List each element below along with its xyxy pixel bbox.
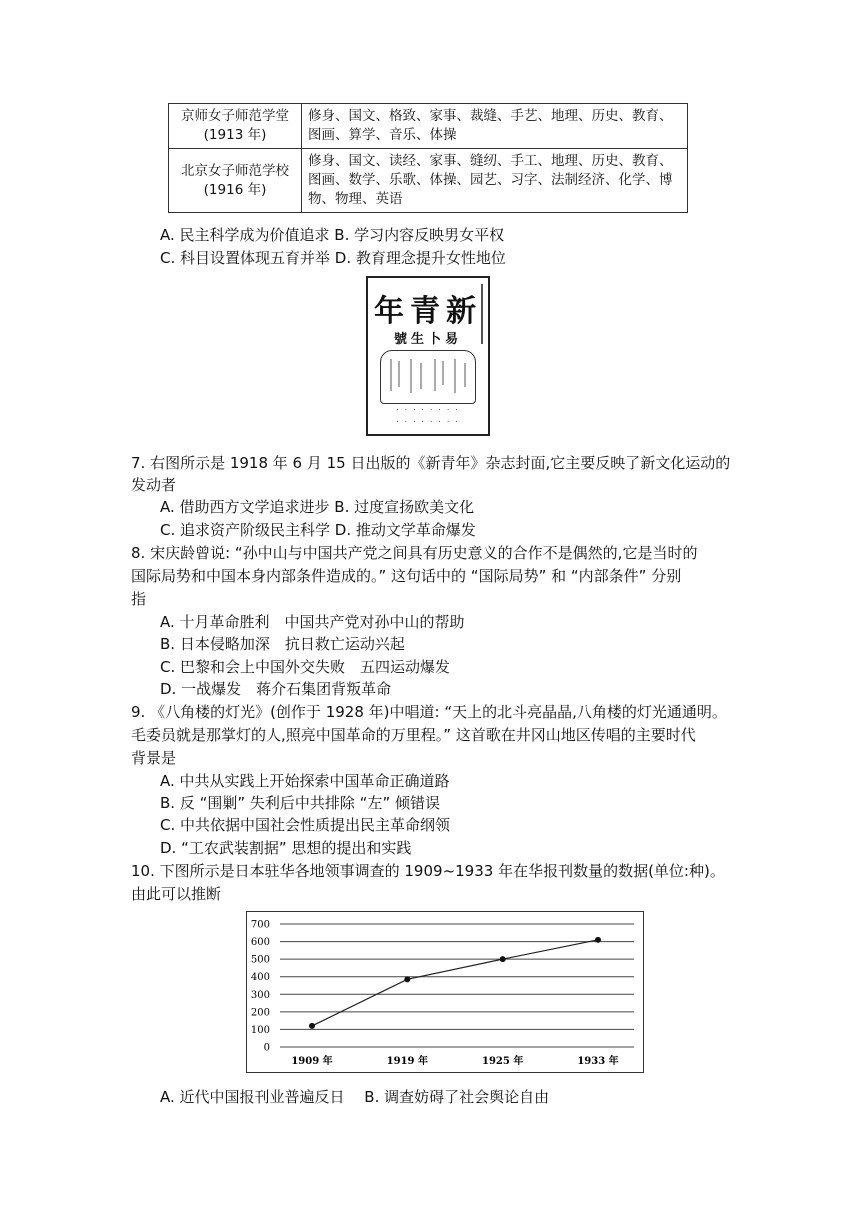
cover-footer-line1: · · · · · · · ·: [396, 406, 460, 414]
data-point: [404, 976, 410, 982]
school-year: (1916 年): [203, 181, 267, 198]
x-tick-label: 1919 年: [386, 1056, 428, 1067]
cover-subtitle: 號生卜易: [393, 332, 462, 347]
chart-frame: [247, 912, 644, 1073]
q8-stem-line1: 8. 宋庆龄曾说: “孙中山与中国共产党之间具有历史意义的合作不是偶然的,它是当时的: [131, 544, 698, 562]
data-point: [309, 1023, 315, 1029]
school-cell: [169, 104, 302, 149]
newspaper-count-chart: [246, 911, 644, 1073]
cover-footer-line2: · · · · · · · ·: [396, 418, 460, 426]
q9-option-c: C. 中共依据中国社会性质提出民主革命纲领: [160, 816, 451, 834]
q10-options-ab: A. 近代中国报刊业普遍反日 B. 调查妨碍了社会舆论自由: [160, 1088, 550, 1106]
q9-stem-line2: 毛委员就是那掌灯的人,照亮中国革命的万里程。” 这首歌在井冈山地区传唱的主要时代: [131, 726, 696, 744]
q8-stem-line3: 指: [131, 590, 147, 608]
magazine-cover-image: [366, 276, 490, 436]
school-year: (1913 年): [203, 127, 267, 143]
y-tick-label: 300: [250, 989, 270, 1001]
y-tick-label: 200: [250, 1007, 270, 1019]
q7-stem-line2: 发动者: [131, 476, 177, 494]
x-tick-label: 1909 年: [291, 1056, 333, 1067]
q8-option-d: D. 一战爆发 蒋介石集团背叛革命: [160, 680, 392, 698]
y-tick-label: 600: [250, 937, 270, 949]
q9-option-b: B. 反 “围剿” 失利后中共排除 “左” 倾错误: [160, 794, 440, 812]
data-point: [595, 937, 601, 943]
cover-contents-lines: [381, 351, 477, 399]
y-tick-label: 700: [250, 919, 270, 931]
y-tick-label: 100: [250, 1024, 270, 1036]
data-point: [500, 956, 506, 962]
school-cell: [169, 149, 302, 213]
school-name: 北京女子师范学校: [181, 162, 289, 179]
q10-stem-line2: 由此可以推断: [131, 885, 222, 903]
y-tick-label: 400: [250, 972, 270, 984]
q7-stem-line1: 7. 右图所示是 1918 年 6 月 15 日出版的《新青年》杂志封面,它主要反映了新文化运动的: [131, 454, 731, 472]
q6-options-cd: C. 科目设置体现五育并举 D. 教育理念提升女性地位: [160, 249, 506, 267]
y-tick-label: 0: [263, 1042, 270, 1054]
x-tick-label: 1925 年: [482, 1056, 524, 1067]
cover-title: 年青新: [374, 294, 482, 329]
q9-option-d: D. “工农武装割据” 思想的提出和实践: [160, 839, 412, 857]
q8-stem-line2: 国际局势和中国本身内部条件造成的。” 这句话中的 “国际局势” 和 “内部条件” 分别: [131, 567, 682, 585]
q9-stem-line3: 背景是: [131, 749, 177, 767]
subjects-cell: 修身、国文、格致、家事、裁缝、手艺、地理、历史、教育、图画、算学、音乐、体操: [302, 104, 688, 149]
table-row: [169, 149, 688, 213]
q9-option-a: A. 中共从实践上开始探索中国革命正确道路: [160, 772, 450, 790]
subjects-cell: 修身、国文、读经、家事、缝纫、手工、地理、历史、教育、图画、数学、乐歌、体操、园艺、习字、法制经济、化学、博物、物理、英语: [302, 149, 688, 213]
q9-stem-line1: 9. 《八角楼的灯光》(创作于 1928 年)中唱道: “天上的北斗亮晶晶,八角楼的灯光通通明。: [131, 703, 727, 721]
table-row: [169, 104, 688, 149]
school-name: 京师女子师范学堂: [181, 108, 289, 124]
y-tick-label: 500: [250, 954, 270, 966]
q7-options-ab: A. 借助西方文学追求进步 B. 过度宣扬欧美文化: [160, 498, 475, 516]
q8-option-b: B. 日本侵略加深 抗日救亡运动兴起: [160, 635, 405, 653]
cover-contents-frame: [380, 350, 476, 404]
curriculum-table: [168, 103, 688, 213]
q7-options-cd: C. 追求资产阶级民主科学 D. 推动文学革命爆发: [160, 521, 476, 539]
q8-option-c: C. 巴黎和会上中国外交失败 五四运动爆发: [160, 658, 451, 676]
x-tick-label: 1933 年: [577, 1056, 619, 1067]
q6-options-ab: A. 民主科学成为价值追求 B. 学习内容反映男女平权: [160, 226, 505, 244]
q8-option-a: A. 十月革命胜利 中国共产党对孙中山的帮助: [160, 613, 465, 631]
q10-stem-line1: 10. 下图所示是日本驻华各地领事调查的 1909~1933 年在华报刊数量的数据(单位:种)。: [131, 862, 725, 880]
